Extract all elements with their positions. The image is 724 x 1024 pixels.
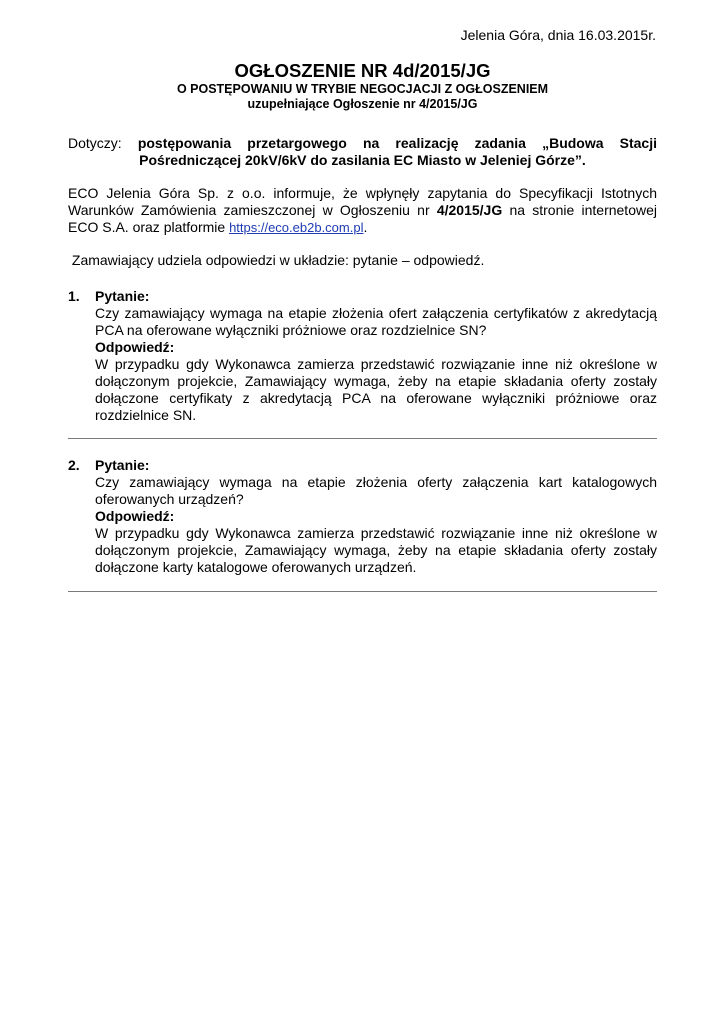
qa-body — [95, 288, 657, 424]
intro-paragraph: Zamawiający udziela odpowiedzi w układzie: pytanie – odpowiedź. — [68, 252, 485, 268]
qa-item — [68, 288, 657, 424]
question-label: Pytanie: — [95, 288, 150, 304]
info-paragraph — [68, 185, 657, 236]
date-line: Jelenia Góra, dnia 16.03.2015r. — [460, 27, 656, 43]
answer-text: W przypadku gdy Wykonawca zamierza przedstawić rozwiązanie inne niż określone w dołączonym projekcie, Zamawiający wymaga, żeby na etapie składania oferty zostały dołączone karty katalogowe oferowanych urządzeń. — [95, 525, 657, 575]
announcement-reference: 4/2015/JG — [436, 202, 503, 218]
qa-number: 1. — [68, 288, 80, 304]
qa-item — [68, 457, 657, 576]
info-text-3: . — [363, 219, 368, 235]
subject-line-2: Pośredniczącej 20kV/6kV do zasilania EC Miasto w Jeleniej Górze”. — [139, 152, 586, 168]
info-text-2: na stronie internetowej ECO S.A. oraz platformie — [68, 202, 657, 235]
subject-line-1 — [68, 135, 657, 152]
answer-label: Odpowiedź: — [95, 339, 175, 355]
info-text-1: ECO Jelenia Góra Sp. z o.o. informuje, że wpłynęły zapytania do Specyfikacji Istotnych Warunków Zamówienia zamieszczonej w Ogłoszeniu nr — [68, 185, 657, 218]
platform-link[interactable]: https://eco.eb2b.com.pl — [229, 220, 364, 235]
announcement-subtitle: O POSTĘPOWANIU W TRYBIE NEGOCJACJI Z OGŁOSZENIEM — [176, 82, 549, 96]
question-text: Czy zamawiający wymaga na etapie złożenia ofert załączenia certyfikatów z akredytacją PCA na oferowane wyłączniki próżniowe oraz rozdzielnice SN? — [95, 305, 657, 338]
qa-body — [95, 457, 657, 576]
announcement-supplement-note: uzupełniające Ogłoszenie nr 4/2015/JG — [247, 97, 478, 111]
announcement-title: OGŁOSZENIE NR 4d/2015/JG — [234, 60, 491, 81]
subject-label: Dotyczy: — [68, 135, 122, 151]
qa-number: 2. — [68, 457, 80, 473]
subject-text-1: postępowania przetargowego na realizację zadania „Budowa Stacji — [137, 135, 657, 151]
title-block — [68, 60, 657, 112]
divider — [68, 591, 657, 592]
question-text: Czy zamawiający wymaga na etapie złożenia oferty załączenia kart katalogowych oferowanych urządzeń? — [95, 474, 657, 507]
answer-text: W przypadku gdy Wykonawca zamierza przedstawić rozwiązanie inne niż określone w dołączonym projekcie, Zamawiający wymaga, żeby na etapie składania oferty zostały dołączone certyfikaty z akredytacją PCA na oferowane wyłączniki próżniowe oraz rozdzielnice SN. — [95, 356, 657, 423]
question-label: Pytanie: — [95, 457, 150, 473]
answer-label: Odpowiedź: — [95, 508, 175, 524]
divider — [68, 438, 657, 439]
subject-paragraph — [68, 135, 657, 169]
